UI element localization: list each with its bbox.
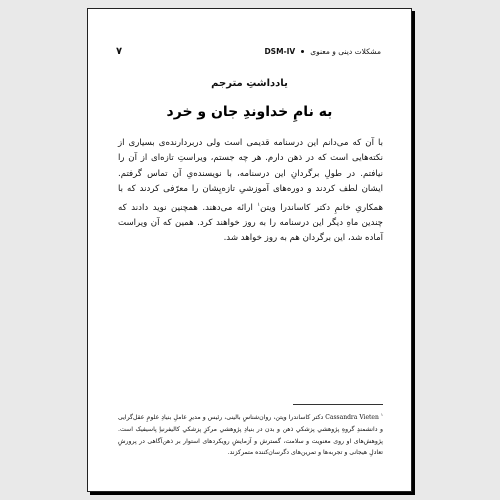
running-title bbox=[264, 47, 381, 56]
body-paragraph bbox=[118, 136, 383, 247]
body-text bbox=[118, 136, 383, 247]
page-header bbox=[116, 44, 381, 58]
page-heading: به نامِ خداوندِ جان و خرد bbox=[166, 104, 333, 120]
bullet-separator-icon bbox=[301, 50, 304, 53]
footnote-divider bbox=[293, 404, 383, 405]
footnote-reference: ۱ bbox=[257, 201, 261, 208]
footnote-en-name: Cassandra Vieten bbox=[325, 414, 379, 422]
footnote-text: دکتر کاساندرا ویتن، روان‌شناسِ بالینی، رئیس و مدیرِ عاملِ بنیادِ علومِ عقل‌گرایی و دانشمندِ گروهِ پژوهشیِ پزشکیِ ذهن و بدن در بنیادِ پژوهشیِ مرکزِ پزشکیِ کالیفرنیاِ پاسیفیک است. پژوهش‌های او روی معنویت و سلامت، گسترش و آزمایشِ رویکردهای استوار بر ذهن‌آگاهی در پرورشِ تعادلِ هیجانی و تجربه‌ها و تمرین‌های دگرسان‌کننده متمرکزند. bbox=[118, 414, 383, 457]
running-title-fa: مشکلات دینی و معنوی bbox=[310, 46, 381, 56]
page-number: ۷ bbox=[116, 45, 123, 57]
running-title-en: DSM-IV bbox=[264, 46, 296, 56]
body-paragraph-start: با آن که می‌دانم این درسنامه قدیمی است ولی دربردارنده‌ی بسیاری از نکته‌هایی است که در ذهن دارم. هر چه جستم، ویراستِ تازه‌ای از آن را نیافتم. در طولِ برگردانِ این درسنامه، با نویسنده‌یِ آن تماس گرفتم. ایشان لطف کردند و دوره‌های آموزشیِ تازه‌یِشان را معرّفی کردند که با همکاریِ خانمِ دکتر کاساندرا ویتن bbox=[118, 138, 383, 213]
footnote-marker: ۱ bbox=[380, 412, 384, 417]
footnote bbox=[118, 409, 383, 459]
book-page bbox=[87, 8, 412, 492]
footnote-paragraph bbox=[118, 409, 383, 459]
section-label: یادداشتِ مترجم bbox=[211, 78, 288, 89]
body-paragraph-end: ارائه می‌دهند. همچنین نوید دادند که چندین ماهِ دیگر این درسنامه را به روز خواهند کرد. همین که آن ویراست آماده شد، این برگردان هم به روز خواهد شد. bbox=[118, 202, 383, 244]
